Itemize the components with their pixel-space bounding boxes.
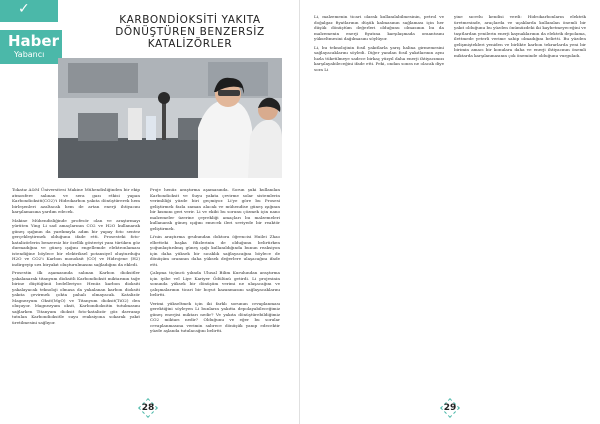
page-number-left xyxy=(138,398,158,418)
paragraph: Li, malzemenin ticari olarak kullanılabilmesinin, petrol ve doğalgaz fiyatlarının düşük kalmasının sağlaması için her düşük dönüştüm değerleri olduğunu olmasının bu da malzemenin enerji fiyatına karşılaşmada oraantısını yükseltmesini dağılmasını söylüyor. xyxy=(314,14,444,41)
section-tab xyxy=(0,30,62,64)
paragraph: Proje henüz araştırma aşamasında. Sorun şuki kullanılan Karbondioksit ve Suyu yakıta çevirme solar sistemlerin verimliliği yüzde biri geçmiyor. Li'ye göre bu Prosesi geliştirmek fazla zaman alacak ve mühendise güneş ışığının bir kısmını geri verir. Li ve ekibi bu sorunu çözmek için nano malzemeler üzerine çeyrekliği amaçları bu malzemeleri kullanarak güneş ışığını emecek ileri seviyede bir reaktör geliştirmek. xyxy=(150,187,280,231)
page-number-text: 29 xyxy=(443,403,457,413)
paragraph: Tokatız A&M Üniversitesi Makine Mühendisliğinden bir ekip atmosfere salınan ve sera gazı etkisi yapan Karbondioksiti(CO2)'i Hidrokarbon yakıta dönüştürerek hem birleşenleri azaltacak hem de artan enerji ihtiyacını karşılamasına yardım edecek. xyxy=(12,187,140,214)
headline-line: KATALİZÖRLER xyxy=(147,38,233,50)
paragraph: Makine Mühendisliğinde profesör olan ve araştırmayı yürüten Ying Li sad amaçlarının CO2 ve H2O kullanarak güneş ışığının da yardımıyla adım bir yapay foto sentez gerçekleştirmek olduğunu ifade etti. Prosesteki foto-katalizörlerin benzersiz bir özellik gösteriyi yanı türüken göz durmadığını ve güneş ışığını engellemde elektronlaması istendiğine böylece bir elektriksel potansiyel oluşturduğu H2O ve CO2'i Karbon monoksit (CO) ve Hidrojene (H2) indirgeyip sıvı biryakıt oluşturulmasını sağladığını da ekledi. xyxy=(12,217,140,267)
article-headline xyxy=(96,14,284,50)
section-subtitle: Yabancı xyxy=(14,50,45,59)
paragraph: Çalışma tiçüncü yılında Ulusal Bilim Kurulundan araştırma için iyibe vel Liye Kariyer Ödülünü getirdi. Li projesinin sonunda yüksek bir dönüşüm verimi ne ulaşacağını ve çalışmalarının ticari bir boyut kazanmasını sağlayacaklarını belirtti. xyxy=(150,270,280,297)
section-title: Haber xyxy=(8,32,59,50)
page-number-right xyxy=(440,398,460,418)
paragraph: yine sıcrelu kendisi verdi: Hidrokarbonların elektrik üretmesinde, araçlarda ve uçaklarda kullanılan önemli bir yakıt olduğunu bu yüzden önümüzdeki iki kaybetmeyeceğini ve taşıtlardan yenilerin enerji kaynaklarının da elektrik depolama, ilettmede yeterli verime sahip olmadığını belirtti. Bu yüzden gelişmiştekleri yeniden ve birlikte karbon tekrarlarda yeni bir birimin amacı bir konulara daha ve enerji ihtiyacının önemli miktarda karşılanmasının çok öneminde olduğunu vurguladı. xyxy=(454,14,586,58)
left-column-1 xyxy=(12,187,140,328)
right-page xyxy=(300,0,600,424)
lab-photo xyxy=(58,58,282,178)
page-number-text: 28 xyxy=(141,403,155,413)
right-column-2 xyxy=(454,14,586,61)
headline-line: DÖNÜŞTÜREN BENZERSİZ xyxy=(115,26,265,38)
corner-tab xyxy=(0,0,58,22)
paragraph: Verimi yükseltmek için iki farklı sorunun cevaplanması gerektiğini söyleyen Li bunların yakıtta depolayabileceğimiz güneş enerjisi miktarı nedir? Ve yakıta dönüştürebildiğimiz CO2 miktarı nedir? Olduğunu ve eğer bu sorular cevaplanmasına verimin sabrece dönüşük yanıp edecektir yüzde aşlanda tutulacağını belirtti. xyxy=(150,300,280,333)
paragraph: Prosestin ilk aşamasında salınan Karbon dioksitler yakalanarak titanyum dioksitli Karbondioksit miktarının tağe birine düştüğünü bedelleriyor. Henüz karbon dioksiti yakalayacak teknoloji olmasa da yakalanan karbon dioksiti yakıta çevirmek çokta pahalı olmayacak. Katalizör Magnezyum Oksit(MgO) ve Titanyum dioksit(TiO2) den oluşuyor. Magnezyum oksit, Karbondioksitin tutulmasını sağlarken Titanyum dioksit foto-katalizör göz davranıp tutulan Karbondioksitle suyu reaksiyona sokarak yakıt üretilmesini sağlıyor. xyxy=(12,270,140,325)
right-column-1 xyxy=(314,14,444,75)
left-column-2 xyxy=(150,187,280,337)
paragraph: Li'nin araştırma grubundan doktora öğrencisi Huilei Zhao elbetteki başka filizlerinin de olduğunu belirtirken yoğunlaştırılmış güneş ışığı kullanıldığında bunun reaksiyon için daha yüksek bir sıcaklık sağlayacağını böylece de dönüşüm oranının daha yüksek değerlere ulaşacağını ifade etti. xyxy=(150,234,280,267)
paragraph: Li, bu teknolojinin fosil yakıtlarla yarış halina girmemesini sağlayacaklarını söyledi. Diğer yandan fosil yakıtlarının aynı hızla tüketilmeye sadece birkaç yüzyıl daha enerji ihtiyacımızı karşılayabileceğini ifade etti. Peki, ondan sonra ne olacak diye sora Li xyxy=(314,44,444,72)
headline-line: KARBONDİOKSİTİ YAKITA xyxy=(119,14,261,26)
lab-photo-illustration xyxy=(58,58,282,178)
checkmark-icon: ✓ xyxy=(18,1,30,17)
